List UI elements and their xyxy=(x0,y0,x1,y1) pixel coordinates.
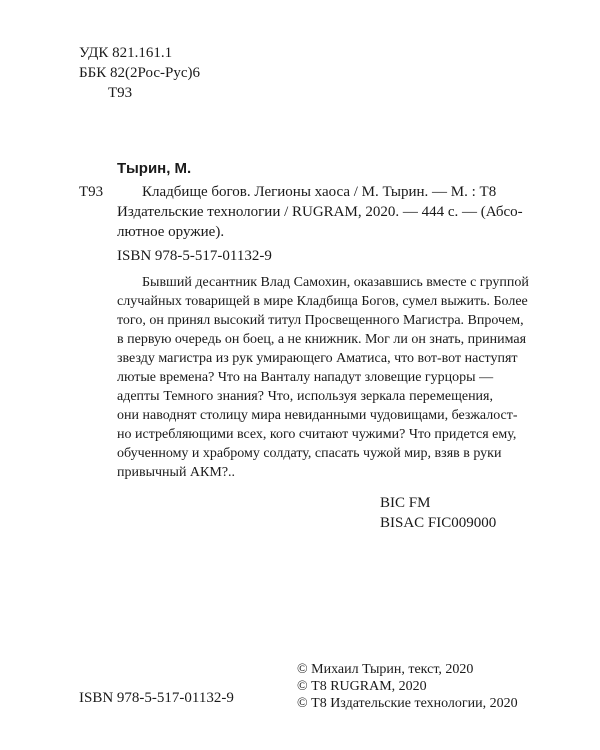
annotation-line: адепты Темного знания? Что, используя зеркала перемещения, xyxy=(117,389,493,404)
bbk-code: ББК 82(2Рос-Рус)6 xyxy=(79,65,200,81)
author-mark: Т93 xyxy=(79,184,104,200)
annotation-line: привычный АКМ?.. xyxy=(117,465,236,480)
isbn-footer: ISBN 978-5-517-01132-9 xyxy=(79,690,234,706)
annotation-line: но истребляющими всех, кого считают чужими? Что придется ему, xyxy=(117,427,517,442)
bib-line: Кладбище богов. Легионы хаоса / М. Тырин. — М. : Т8 xyxy=(142,184,497,200)
annotation-line: обученному и храброму солдату, спасать чужой мир, взяв в руки xyxy=(117,446,502,461)
copyright-line: © Т8 RUGRAM, 2020 xyxy=(297,679,427,694)
annotation-line: Бывший десантник Влад Самохин, оказавшись вместе с группой xyxy=(142,275,529,290)
annotation-line: того, он принял высокий титул Просвещенного Магистра. Впрочем, xyxy=(117,313,524,328)
copyright-line: © Т8 Издательские технологии, 2020 xyxy=(297,696,518,711)
bisac-code: BISAC FIC009000 xyxy=(380,515,497,531)
author-heading: Тырин, М. xyxy=(117,160,192,177)
copyright-line: © Михаил Тырин, текст, 2020 xyxy=(297,662,474,677)
bib-line: лютное оружие). xyxy=(117,224,225,240)
bic-code: BIC FM xyxy=(380,495,431,511)
author-mark-top: Т93 xyxy=(108,85,133,101)
annotation-line: звезду магистра из рук умирающего Аматиса, что вот-вот наступят xyxy=(117,351,518,366)
annotation-line: лютые времена? Что на Ванталу нападут зловещие гурцоры — xyxy=(117,370,494,385)
bib-line: Издательские технологии / RUGRAM, 2020. — 444 с. — (Абсо- xyxy=(117,204,523,220)
udk-code: УДК 821.161.1 xyxy=(79,45,173,61)
annotation-line: случайных товарищей в мире Кладбища Богов, сумел выжить. Более xyxy=(117,294,528,309)
annotation-line: в первую очередь он боец, а не книжник. Мог ли он знать, принимая xyxy=(117,332,527,347)
annotation-line: они наводнят столицу мира невиданными чудовищами, безжалост- xyxy=(117,408,518,423)
isbn-main: ISBN 978-5-517-01132-9 xyxy=(117,248,272,264)
